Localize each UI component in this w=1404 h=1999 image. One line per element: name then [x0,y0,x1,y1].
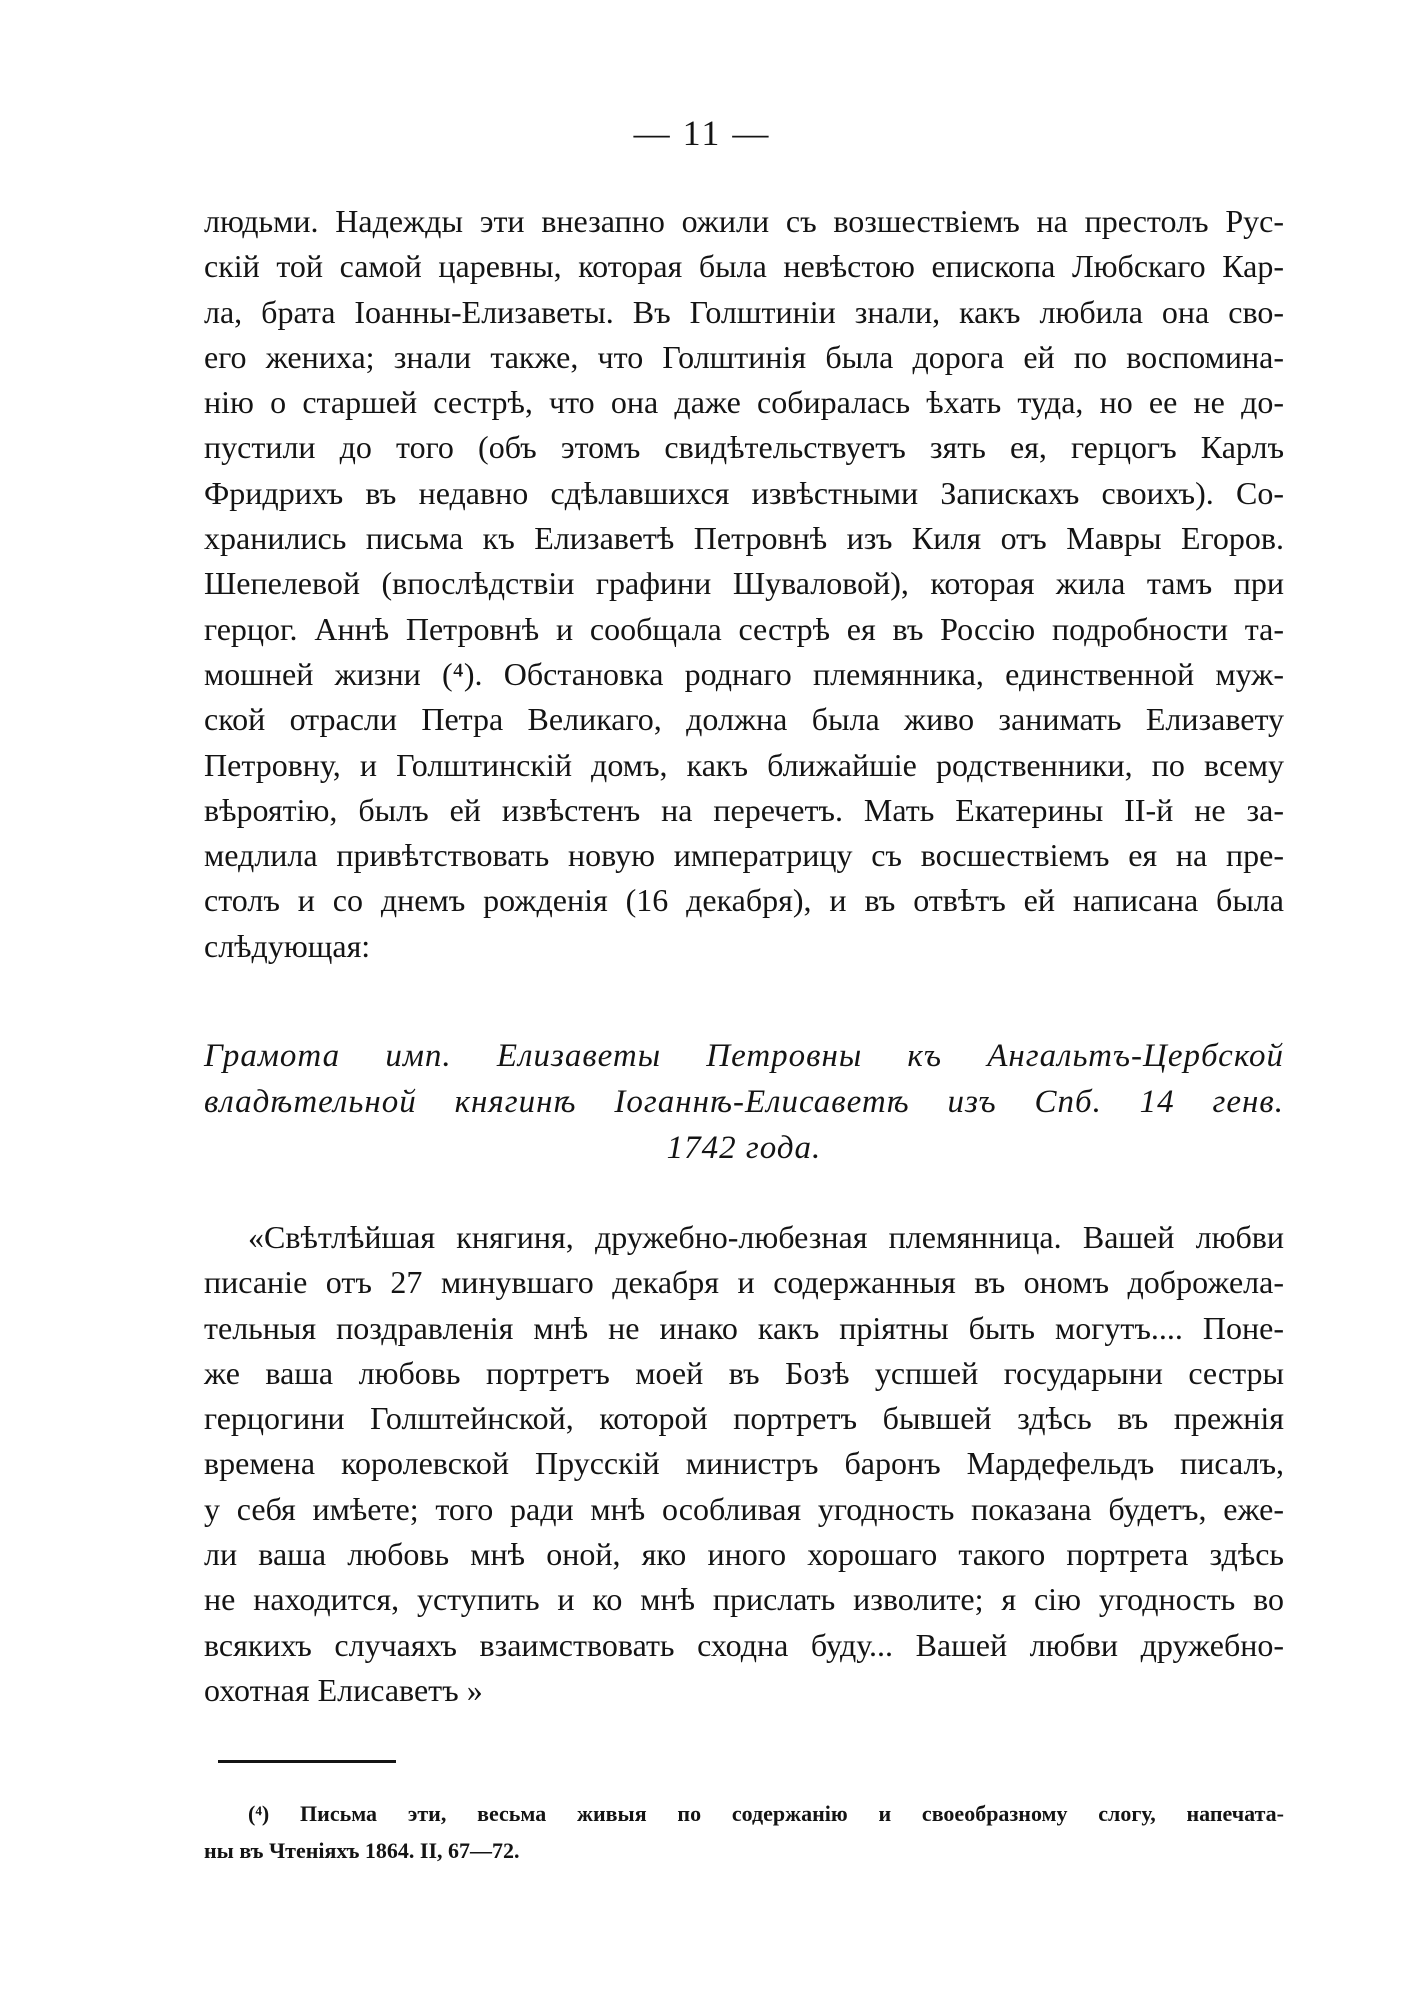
text-line: 1742 года. [666,1130,822,1166]
text-line: Фридрихъ въ недавно сдѣлавшихся извѣстными Запискахъ своихъ). Со- [204,474,1284,511]
text-line: людьми. Надежды эти внезапно ожили съ возшествіемъ на престолъ Рус- [204,203,1284,239]
text-line: герцогини Голштейнской, которой портретъ бывшей здѣсь въ прежнія [204,1400,1284,1437]
text-line: нію о старшей сестрѣ, что она даже собиралась ѣхать туда, но ее не до- [204,384,1284,421]
text-line: ла, брата Іоанны-Елизаветы. Въ Голштиніи знали, какъ любила она сво- [204,293,1284,330]
text-line: писаніе отъ 27 минувшаго декабря и содержанныя въ ономъ доброжела- [204,1264,1284,1301]
text-line: медлила привѣтствовать новую императрицу съ восшествіемъ ея на пре- [204,837,1284,874]
text-line: мошней жизни (⁴). Обстановка роднаго племянника, единственной муж- [204,655,1284,692]
text-line: столъ и со днемъ рожденія (16 декабря), и въ отвѣтъ ей написана была [204,882,1284,919]
text-line: хранились письма къ Елизаветѣ Петровнѣ изъ Киля отъ Мавры Егоров. [204,520,1284,557]
text-line: Петровну, и Голштинскій домъ, какъ ближайшіе родственники, по всему [204,746,1284,783]
text-line: ли ваша любовь мнѣ оной, яко иного хорошаго такого портрета здѣсь [204,1536,1284,1573]
text-line: же ваша любовь портретъ моей въ Бозѣ успшей государыни сестры [204,1354,1284,1391]
text-line: (⁴) Письма эти, весьма живыя по содержанію и своеобразному слогу, напечата- [248,1801,1284,1826]
text-line: всякихъ случаяхъ взаимствовать сходна буду... Вашей любви дружебно- [204,1626,1284,1663]
page-number: — 11 — [633,113,771,153]
text-line: герцог. Аннѣ Петровнѣ и сообщала сестрѣ ея въ Россію подробности та- [204,610,1284,647]
text-line: вѣроятію, былъ ей извѣстенъ на перечетъ. Мать Екатерины II-й не за- [204,791,1284,828]
text-line: скій той самой царевны, которая была невѣстою епископа Любскаго Кар- [204,248,1284,285]
footnote [204,1795,1284,1869]
text-line: охотная Елисаветъ » [204,1671,483,1708]
footnote-divider [218,1760,396,1763]
text-line: Грамота имп. Елизаветы Петровны къ Ангальтъ-Цербской [204,1038,1284,1074]
text-line: Шепелевой (впослѣдствіи графини Шуваловой), которая жила тамъ при [204,565,1284,602]
text-line: не находится, уступить и ко мнѣ прислать изволите; я сію угодность во [204,1581,1284,1618]
text-line: его жениха; знали также, что Голштинія была дорога ей по воспомина- [204,338,1284,375]
text-line: ны въ Чтеніяхъ 1864. II, 67—72. [204,1838,520,1863]
text-line: «Свѣтлѣйшая княгиня, дружебно-любезная племянница. Вашей любви [248,1219,1284,1255]
text-line: у себя имѣете; того ради мнѣ особливая угодность показана будетъ, еже- [204,1490,1284,1527]
body-paragraph [204,199,1284,969]
text-line: времена королевской Прусскій министръ баронъ Мардефельдъ писалъ, [204,1445,1284,1482]
text-line: владѣтельной княгинѣ Іоганнѣ-Елисаветѣ изъ Спб. 14 генв. [204,1084,1284,1120]
text-line: пустили до того (объ этомъ свидѣтельствуетъ зять ея, герцогъ Карлъ [204,429,1284,466]
text-line: ской отрасли Петра Великаго, должна была живо занимать Елизавету [204,701,1284,738]
text-line: тельныя поздравленія мнѣ не инако какъ пріятны быть могутъ.... Поне- [204,1309,1284,1346]
document-title [204,1033,1284,1171]
text-line: слѣдующая: [204,927,371,964]
quoted-letter [204,1215,1284,1713]
